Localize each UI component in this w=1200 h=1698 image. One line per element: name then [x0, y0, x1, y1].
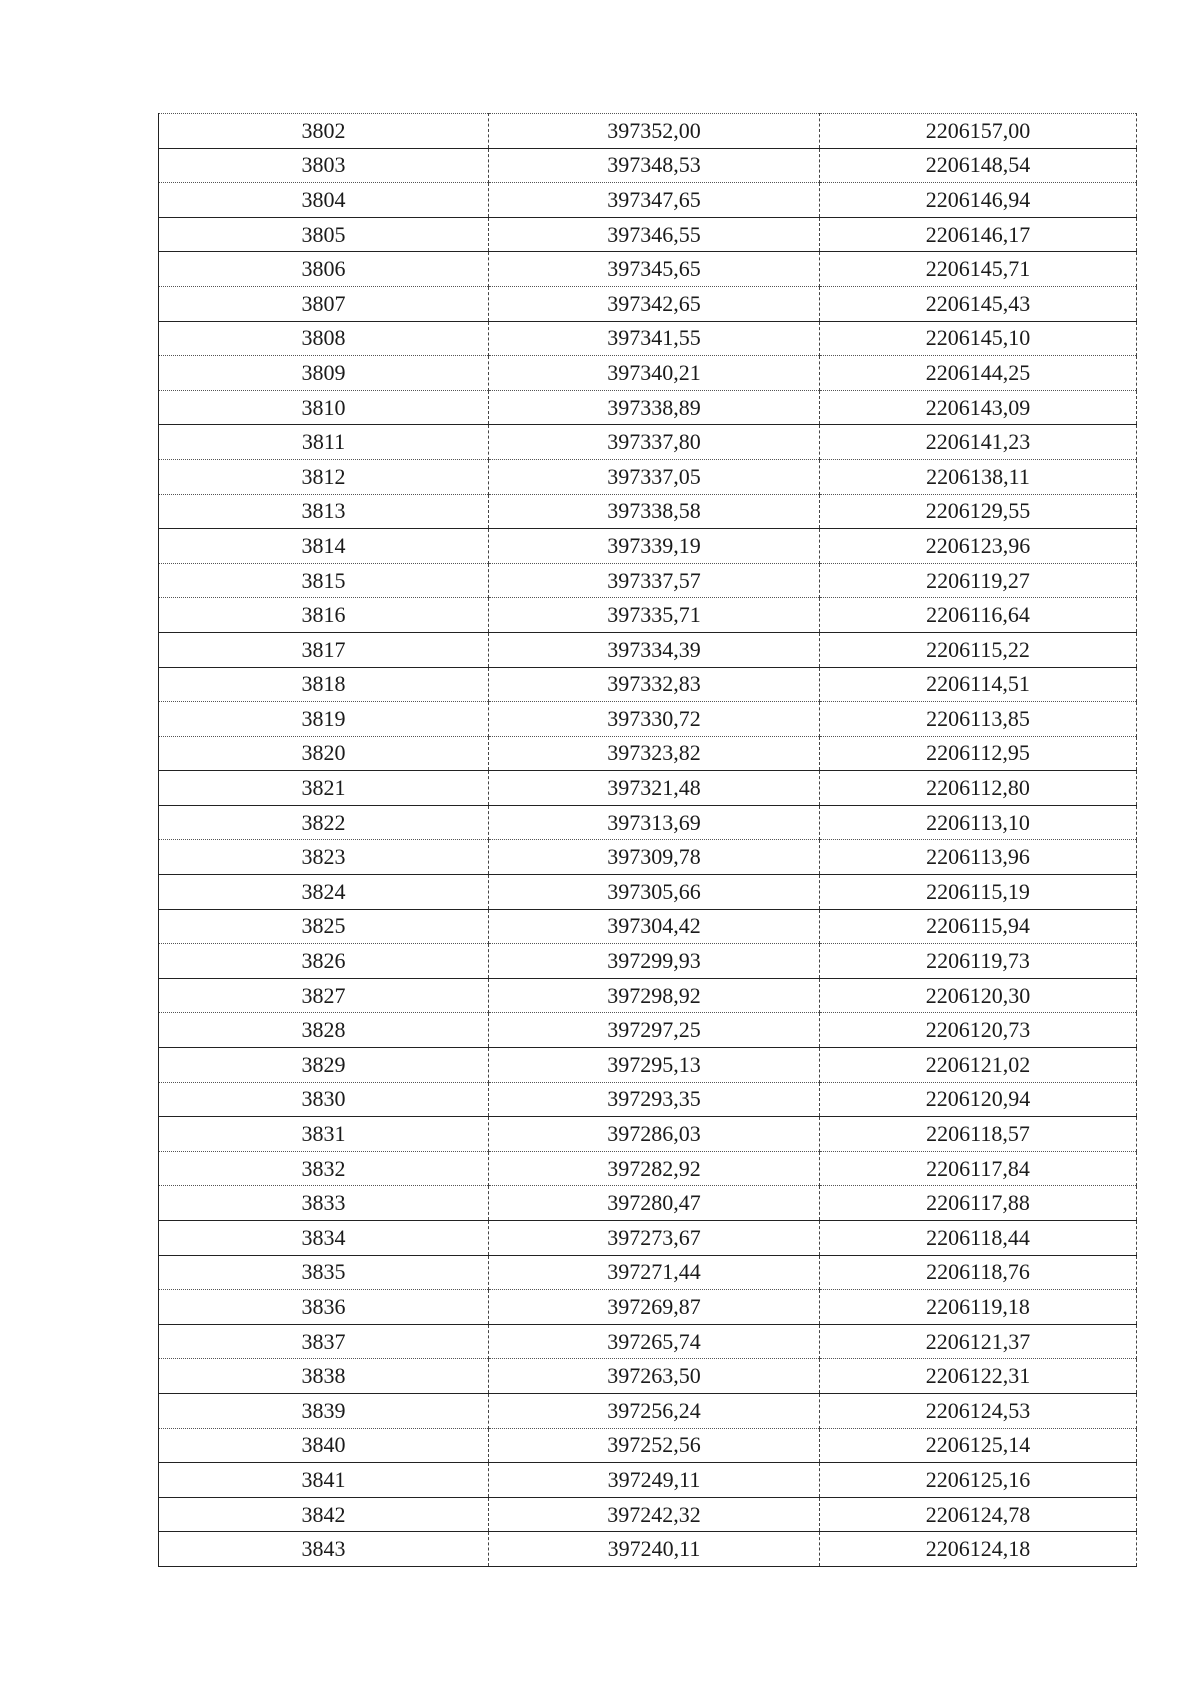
x-coordinate-cell: 397338,58: [489, 494, 820, 529]
x-coordinate-cell: 397339,19: [489, 529, 820, 564]
x-coordinate-cell: 397337,05: [489, 459, 820, 494]
x-coordinate-cell: 397342,65: [489, 286, 820, 321]
x-coordinate-cell: 397341,55: [489, 321, 820, 356]
x-coordinate-cell: 397299,93: [489, 944, 820, 979]
y-coordinate-cell: 2206119,18: [820, 1290, 1137, 1325]
x-coordinate-cell: 397346,55: [489, 217, 820, 252]
y-coordinate-cell: 2206113,96: [820, 840, 1137, 875]
table-row: [159, 1048, 1137, 1083]
y-coordinate-cell: 2206118,44: [820, 1221, 1137, 1256]
y-coordinate-cell: 2206120,94: [820, 1082, 1137, 1117]
y-coordinate-cell: 2206113,10: [820, 805, 1137, 840]
y-coordinate-cell: 2206119,73: [820, 944, 1137, 979]
point-number-cell: 3808: [159, 321, 489, 356]
point-number-cell: 3816: [159, 598, 489, 633]
x-coordinate-cell: 397240,11: [489, 1532, 820, 1567]
point-number-cell: 3836: [159, 1290, 489, 1325]
y-coordinate-cell: 2206145,71: [820, 252, 1137, 287]
x-coordinate-cell: 397334,39: [489, 632, 820, 667]
point-number-cell: 3819: [159, 702, 489, 737]
table-row: [159, 1151, 1137, 1186]
point-number-cell: 3815: [159, 563, 489, 598]
x-coordinate-cell: 397252,56: [489, 1428, 820, 1463]
x-coordinate-cell: 397309,78: [489, 840, 820, 875]
y-coordinate-cell: 2206115,22: [820, 632, 1137, 667]
x-coordinate-cell: 397286,03: [489, 1117, 820, 1152]
table-row: [159, 356, 1137, 391]
table-row: [159, 1186, 1137, 1221]
point-number-cell: 3834: [159, 1221, 489, 1256]
table-row: [159, 1428, 1137, 1463]
y-coordinate-cell: 2206138,11: [820, 459, 1137, 494]
point-number-cell: 3805: [159, 217, 489, 252]
coordinates-table: [158, 113, 1137, 1567]
y-coordinate-cell: 2206129,55: [820, 494, 1137, 529]
x-coordinate-cell: 397352,00: [489, 114, 820, 149]
point-number-cell: 3803: [159, 148, 489, 183]
point-number-cell: 3828: [159, 1013, 489, 1048]
x-coordinate-cell: 397242,32: [489, 1497, 820, 1532]
point-number-cell: 3807: [159, 286, 489, 321]
table-row: [159, 1221, 1137, 1256]
x-coordinate-cell: 397293,35: [489, 1082, 820, 1117]
x-coordinate-cell: 397271,44: [489, 1255, 820, 1290]
point-number-cell: 3810: [159, 390, 489, 425]
x-coordinate-cell: 397345,65: [489, 252, 820, 287]
y-coordinate-cell: 2206157,00: [820, 114, 1137, 149]
point-number-cell: 3837: [159, 1324, 489, 1359]
table-row: [159, 390, 1137, 425]
y-coordinate-cell: 2206115,94: [820, 909, 1137, 944]
x-coordinate-cell: 397313,69: [489, 805, 820, 840]
y-coordinate-cell: 2206120,30: [820, 978, 1137, 1013]
x-coordinate-cell: 397256,24: [489, 1393, 820, 1428]
x-coordinate-cell: 397269,87: [489, 1290, 820, 1325]
y-coordinate-cell: 2206146,17: [820, 217, 1137, 252]
x-coordinate-cell: 397298,92: [489, 978, 820, 1013]
table-row: [159, 598, 1137, 633]
x-coordinate-cell: 397335,71: [489, 598, 820, 633]
table-row: [159, 252, 1137, 287]
table-row: [159, 1117, 1137, 1152]
x-coordinate-cell: 397330,72: [489, 702, 820, 737]
point-number-cell: 3830: [159, 1082, 489, 1117]
table-row: [159, 217, 1137, 252]
x-coordinate-cell: 397249,11: [489, 1463, 820, 1498]
x-coordinate-cell: 397323,82: [489, 736, 820, 771]
table-row: [159, 1290, 1137, 1325]
y-coordinate-cell: 2206116,64: [820, 598, 1137, 633]
table-row: [159, 1463, 1137, 1498]
point-number-cell: 3823: [159, 840, 489, 875]
y-coordinate-cell: 2206112,95: [820, 736, 1137, 771]
point-number-cell: 3839: [159, 1393, 489, 1428]
point-number-cell: 3813: [159, 494, 489, 529]
table-row: [159, 183, 1137, 218]
point-number-cell: 3829: [159, 1048, 489, 1083]
point-number-cell: 3804: [159, 183, 489, 218]
table-row: [159, 1082, 1137, 1117]
y-coordinate-cell: 2206124,53: [820, 1393, 1137, 1428]
point-number-cell: 3806: [159, 252, 489, 287]
table-row: [159, 667, 1137, 702]
y-coordinate-cell: 2206124,18: [820, 1532, 1137, 1567]
y-coordinate-cell: 2206120,73: [820, 1013, 1137, 1048]
table-row: [159, 563, 1137, 598]
table-row: [159, 978, 1137, 1013]
y-coordinate-cell: 2206114,51: [820, 667, 1137, 702]
coordinates-table-body: [159, 114, 1137, 1567]
x-coordinate-cell: 397348,53: [489, 148, 820, 183]
table-row: [159, 425, 1137, 460]
table-row: [159, 286, 1137, 321]
point-number-cell: 3842: [159, 1497, 489, 1532]
table-row: [159, 771, 1137, 806]
y-coordinate-cell: 2206124,78: [820, 1497, 1137, 1532]
table-row: [159, 909, 1137, 944]
point-number-cell: 3802: [159, 114, 489, 149]
x-coordinate-cell: 397304,42: [489, 909, 820, 944]
y-coordinate-cell: 2206123,96: [820, 529, 1137, 564]
point-number-cell: 3841: [159, 1463, 489, 1498]
y-coordinate-cell: 2206122,31: [820, 1359, 1137, 1394]
point-number-cell: 3818: [159, 667, 489, 702]
table-row: [159, 1324, 1137, 1359]
x-coordinate-cell: 397297,25: [489, 1013, 820, 1048]
x-coordinate-cell: 397321,48: [489, 771, 820, 806]
x-coordinate-cell: 397337,80: [489, 425, 820, 460]
table-row: [159, 1497, 1137, 1532]
point-number-cell: 3838: [159, 1359, 489, 1394]
x-coordinate-cell: 397280,47: [489, 1186, 820, 1221]
point-number-cell: 3826: [159, 944, 489, 979]
y-coordinate-cell: 2206145,43: [820, 286, 1137, 321]
table-row: [159, 114, 1137, 149]
table-row: [159, 736, 1137, 771]
y-coordinate-cell: 2206117,84: [820, 1151, 1137, 1186]
point-number-cell: 3820: [159, 736, 489, 771]
x-coordinate-cell: 397265,74: [489, 1324, 820, 1359]
point-number-cell: 3840: [159, 1428, 489, 1463]
y-coordinate-cell: 2206112,80: [820, 771, 1137, 806]
point-number-cell: 3809: [159, 356, 489, 391]
y-coordinate-cell: 2206143,09: [820, 390, 1137, 425]
point-number-cell: 3827: [159, 978, 489, 1013]
y-coordinate-cell: 2206115,19: [820, 875, 1137, 910]
point-number-cell: 3835: [159, 1255, 489, 1290]
table-row: [159, 494, 1137, 529]
x-coordinate-cell: 397295,13: [489, 1048, 820, 1083]
x-coordinate-cell: 397347,65: [489, 183, 820, 218]
table-row: [159, 1255, 1137, 1290]
table-row: [159, 1359, 1137, 1394]
x-coordinate-cell: 397273,67: [489, 1221, 820, 1256]
y-coordinate-cell: 2206125,16: [820, 1463, 1137, 1498]
x-coordinate-cell: 397338,89: [489, 390, 820, 425]
table-row: [159, 702, 1137, 737]
point-number-cell: 3832: [159, 1151, 489, 1186]
y-coordinate-cell: 2206121,02: [820, 1048, 1137, 1083]
table-row: [159, 459, 1137, 494]
point-number-cell: 3817: [159, 632, 489, 667]
table-row: [159, 840, 1137, 875]
point-number-cell: 3825: [159, 909, 489, 944]
table-row: [159, 529, 1137, 564]
y-coordinate-cell: 2206118,76: [820, 1255, 1137, 1290]
y-coordinate-cell: 2206146,94: [820, 183, 1137, 218]
y-coordinate-cell: 2206117,88: [820, 1186, 1137, 1221]
point-number-cell: 3814: [159, 529, 489, 564]
table-row: [159, 632, 1137, 667]
point-number-cell: 3811: [159, 425, 489, 460]
x-coordinate-cell: 397305,66: [489, 875, 820, 910]
y-coordinate-cell: 2206144,25: [820, 356, 1137, 391]
x-coordinate-cell: 397337,57: [489, 563, 820, 598]
table-row: [159, 1013, 1137, 1048]
point-number-cell: 3843: [159, 1532, 489, 1567]
point-number-cell: 3831: [159, 1117, 489, 1152]
x-coordinate-cell: 397332,83: [489, 667, 820, 702]
table-row: [159, 805, 1137, 840]
point-number-cell: 3812: [159, 459, 489, 494]
table-row: [159, 1393, 1137, 1428]
y-coordinate-cell: 2206118,57: [820, 1117, 1137, 1152]
x-coordinate-cell: 397340,21: [489, 356, 820, 391]
x-coordinate-cell: 397282,92: [489, 1151, 820, 1186]
y-coordinate-cell: 2206141,23: [820, 425, 1137, 460]
y-coordinate-cell: 2206125,14: [820, 1428, 1137, 1463]
point-number-cell: 3821: [159, 771, 489, 806]
point-number-cell: 3822: [159, 805, 489, 840]
table-row: [159, 1532, 1137, 1567]
point-number-cell: 3833: [159, 1186, 489, 1221]
y-coordinate-cell: 2206113,85: [820, 702, 1137, 737]
y-coordinate-cell: 2206145,10: [820, 321, 1137, 356]
point-number-cell: 3824: [159, 875, 489, 910]
y-coordinate-cell: 2206148,54: [820, 148, 1137, 183]
table-row: [159, 875, 1137, 910]
table-row: [159, 944, 1137, 979]
table-row: [159, 148, 1137, 183]
y-coordinate-cell: 2206119,27: [820, 563, 1137, 598]
x-coordinate-cell: 397263,50: [489, 1359, 820, 1394]
y-coordinate-cell: 2206121,37: [820, 1324, 1137, 1359]
table-row: [159, 321, 1137, 356]
